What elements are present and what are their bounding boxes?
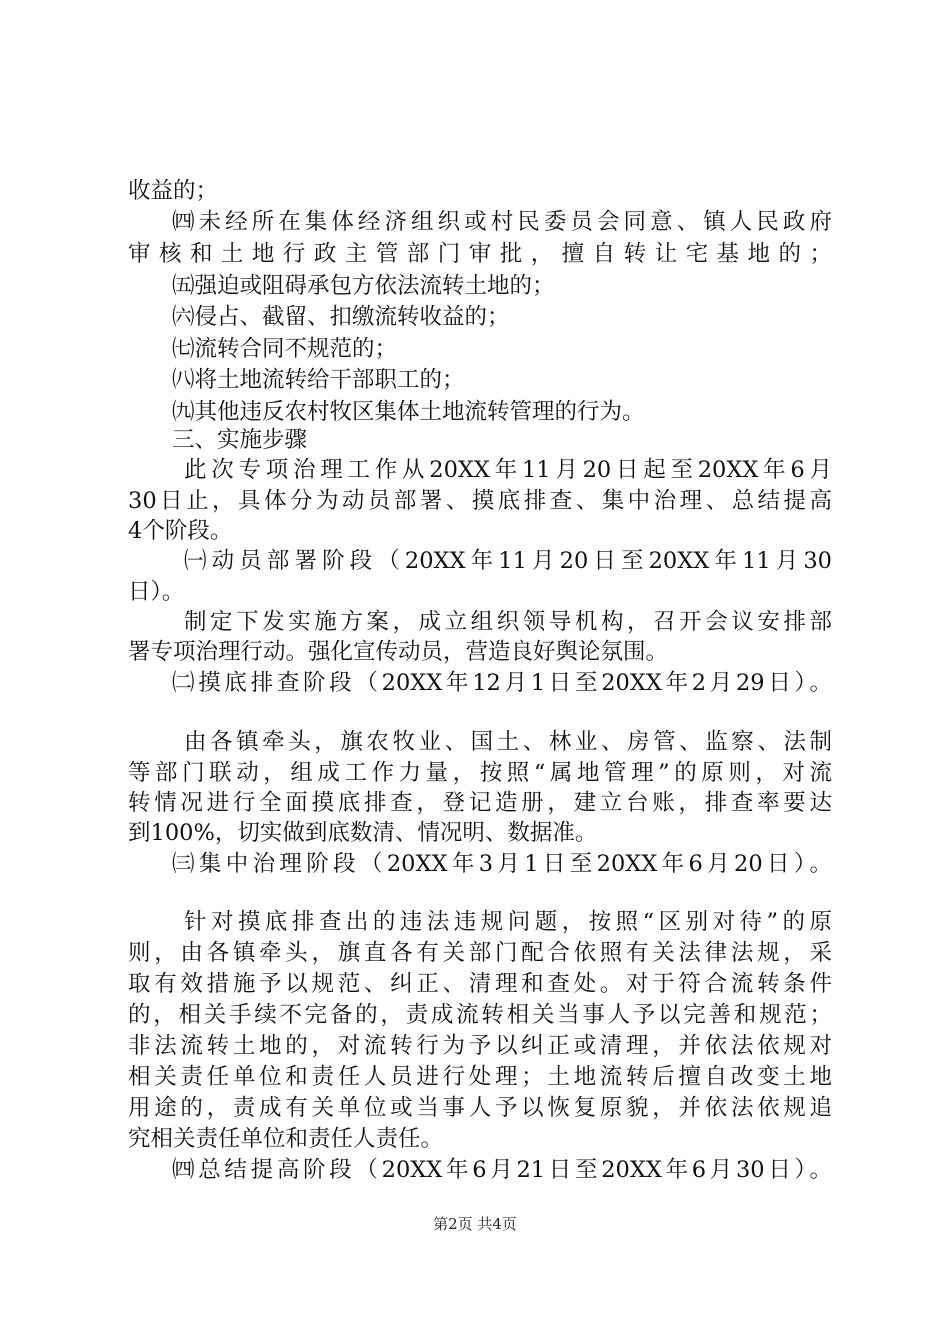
paragraph-line: 日）。	[128, 579, 185, 605]
subsection-heading: ㈢集中治理阶段（20XX年3月1日至20XX年6月20日）。	[172, 851, 832, 877]
paragraph-line: 收益的；	[128, 178, 219, 204]
paragraph-line: 4个阶段。	[128, 518, 233, 544]
paragraph-line: 非法流转土地的，对流转行为予以纠正或清理，并依法依规对	[128, 1033, 832, 1059]
paragraph-line: 署专项治理行动。强化宣传动员，营造良好舆论氛围。	[128, 639, 669, 665]
paragraph-line: 则，由各镇牵头，旗直各有关部门配合依照有关法律法规，采	[128, 940, 832, 966]
page-number-footer: 第2页 共4页	[433, 1215, 517, 1233]
paragraph-line: 等部门联动，组成工作力量，按照“属地管理”的原则，对流	[128, 760, 832, 786]
subsection-heading: ㈠动员部署阶段（20XX年11月20日至20XX年11月30	[184, 548, 832, 574]
paragraph-line: 究相关责任单位和责任人责任。	[128, 1126, 444, 1152]
paragraph-line: 取有效措施予以规范、纠正、清理和查处。对于符合流转条件	[128, 971, 832, 997]
paragraph-line: ㈧将土地流转给干部职工的；	[172, 367, 465, 393]
paragraph-line: 的，相关手续不完备的，责成流转相关当事人予以完善和规范；	[128, 1002, 832, 1028]
paragraph-line: 由各镇牵头，旗农牧业、国土、林业、房管、监察、法制	[184, 729, 832, 755]
section-heading: 三、实施步骤	[172, 427, 308, 453]
paragraph-line: ㈤强迫或阻碍承包方依法流转土地的；	[172, 273, 555, 299]
paragraph-line: ㈨其他违反农村牧区集体土地流转管理的行为。	[172, 399, 645, 425]
paragraph-line: 制定下发实施方案，成立组织领导机构，召开会议安排部	[184, 609, 832, 635]
subsection-heading: ㈡摸底排查阶段（20XX年12月1日至20XX年2月29日）。	[172, 670, 832, 696]
paragraph-line: ㈥侵占、截留、扣缴流转收益的；	[172, 304, 510, 330]
paragraph-line: 针对摸底排查出的违法违规问题，按照“区别对待”的原	[184, 909, 832, 935]
subsection-heading: ㈣总结提高阶段（20XX年6月21日至20XX年6月30日）。	[172, 1157, 832, 1183]
paragraph-line: 此次专项治理工作从20XX年11月20日起至20XX年6月	[184, 457, 832, 483]
paragraph-line: 30日止，具体分为动员部署、摸底排查、集中治理、总结提高	[128, 488, 832, 514]
paragraph-line: 相关责任单位和责任人员进行处理；土地流转后擅自改变土地	[128, 1064, 832, 1090]
paragraph-line: 审核和土地行政主管部门审批，擅自转让宅基地的；	[128, 241, 832, 267]
paragraph-line: 到100%，切实做到底数清、情况明、数据准。	[128, 820, 598, 846]
paragraph-line: ㈦流转合同不规范的；	[172, 336, 398, 362]
paragraph-line: 用途的，责成有关单位或当事人予以恢复原貌，并依法依规追	[128, 1095, 832, 1121]
paragraph-line: 转情况进行全面摸底排查，登记造册，建立台账，排查率要达	[128, 790, 832, 816]
paragraph-line: ㈣未经所在集体经济组织或村民委员会同意、镇人民政府	[172, 209, 832, 235]
